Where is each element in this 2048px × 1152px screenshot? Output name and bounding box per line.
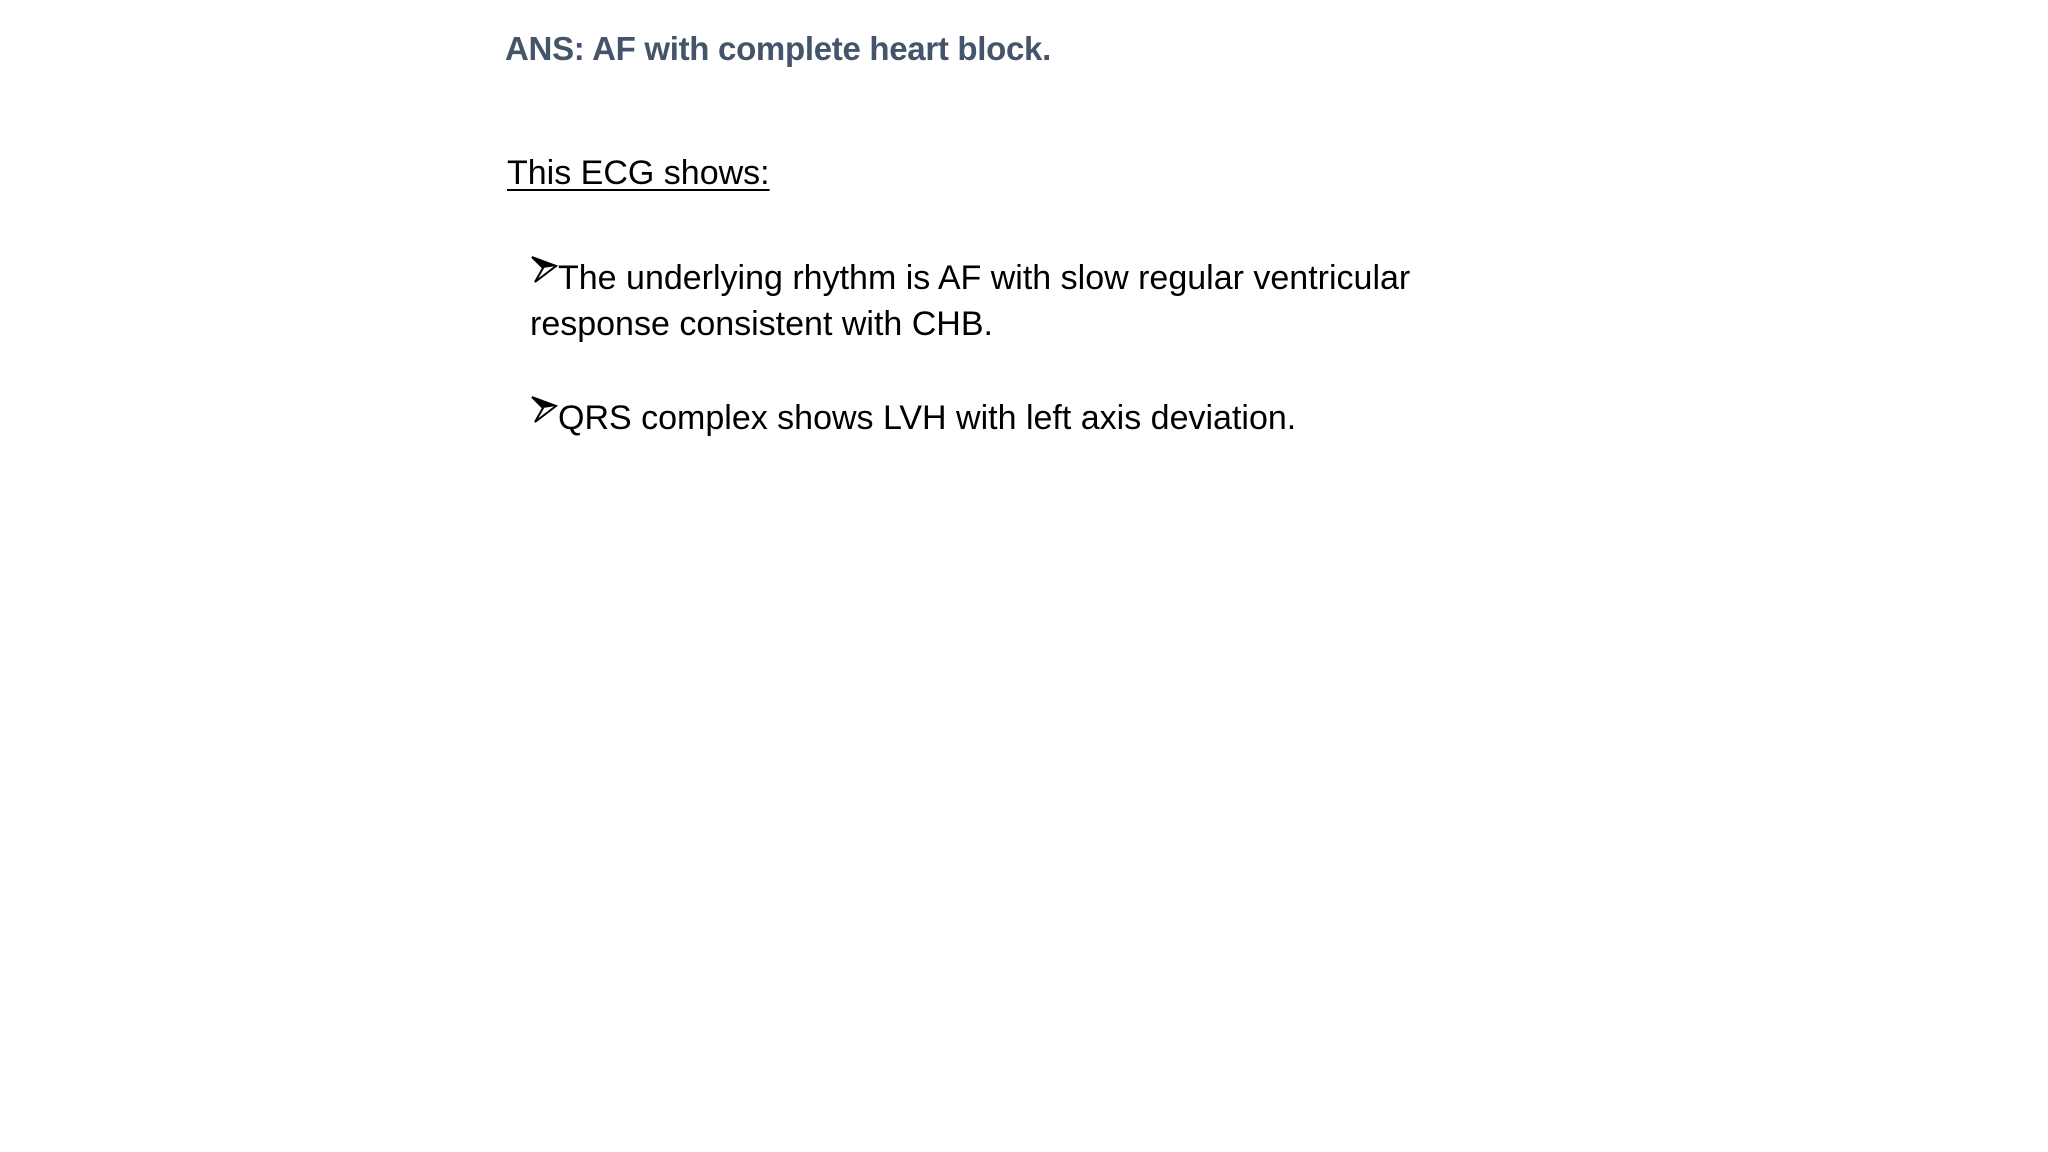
answer-title: ANS: AF with complete heart block.	[505, 30, 1051, 67]
bullet-text: QRS complex shows LVH with left axis deviation.	[558, 399, 1297, 437]
list-item	[530, 255, 1490, 347]
bullet-text: The underlying rhythm is AF with slow regular ventricular response consistent with CHB.	[530, 259, 1411, 343]
findings-list	[530, 255, 1490, 489]
list-item	[530, 395, 1490, 441]
ecg-findings-heading: This ECG shows:	[507, 154, 770, 192]
arrow-bullet-icon	[530, 255, 558, 285]
arrow-bullet-icon	[530, 395, 558, 425]
